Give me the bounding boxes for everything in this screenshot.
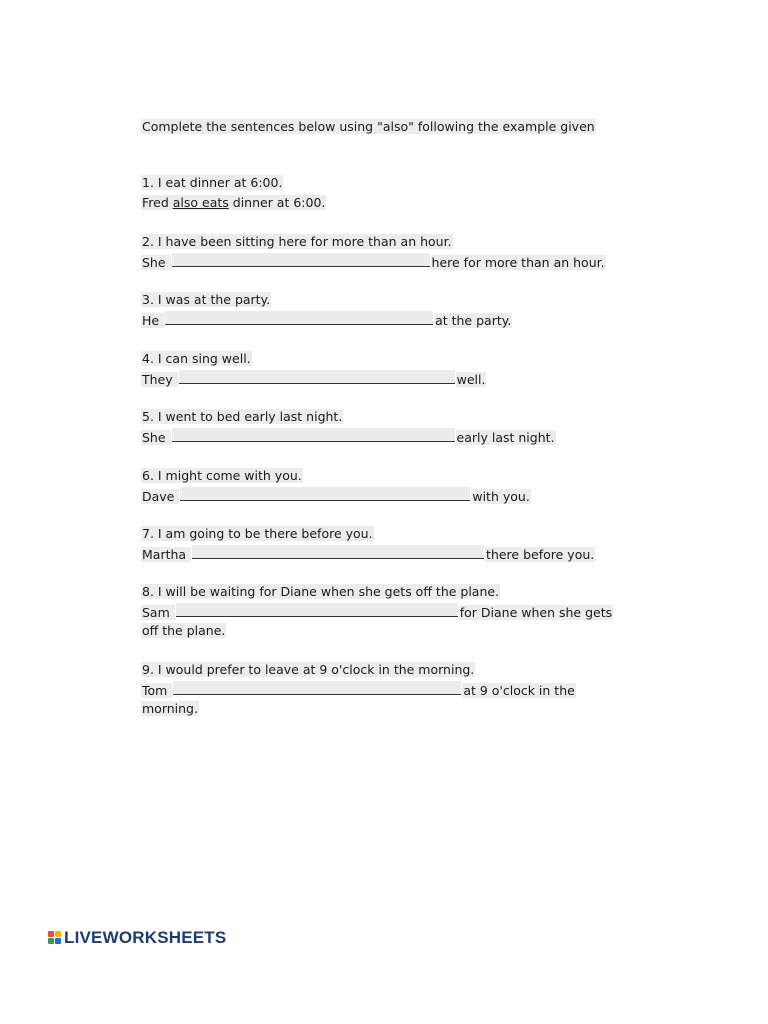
item-9-answer-continued: morning. [142,701,198,716]
answer-blank-3[interactable] [165,311,433,325]
item-2-prompt: 2. I have been sitting here for more than an hour. [142,234,452,249]
item-6-answer: Dave with you. [142,489,530,504]
item-8-prompt: 8. I will be waiting for Diane when she gets off the plane. [142,584,500,599]
answer-blank-2[interactable] [172,253,430,267]
item-2-answer: She here for more than an hour. [142,255,605,270]
item-5-answer: She early last night. [142,430,555,445]
example-answer-underlined: also eats [172,195,229,210]
answer-blank-5[interactable] [172,428,455,442]
liveworksheets-logo[interactable] [48,928,226,948]
item-7-prompt: 7. I am going to be there before you. [142,526,373,541]
example-prompt: 1. I eat dinner at 6:00. [142,175,283,190]
liveworksheets-logo-icon [48,931,62,945]
answer-blank-6[interactable] [180,487,470,501]
answer-blank-8[interactable] [176,603,458,617]
liveworksheets-logo-text: LIVEWORKSHEETS [64,928,227,947]
item-8-answer-continued: off the plane. [142,623,226,638]
item-7-answer: Martha there before you. [142,547,595,562]
answer-blank-7[interactable] [192,545,484,559]
item-8-answer: Sam for Diane when she gets [142,605,613,620]
item-9-prompt: 9. I would prefer to leave at 9 o'clock in the morning. [142,662,475,677]
item-5-prompt: 5. I went to bed early last night. [142,409,343,424]
instruction-text: Complete the sentences below using "also" following the example given [142,119,595,134]
item-4-answer: They well. [142,372,486,387]
answer-blank-9[interactable] [173,681,461,695]
item-3-prompt: 3. I was at the party. [142,292,271,307]
item-4-prompt: 4. I can sing well. [142,351,251,366]
item-9-answer: Tom at 9 o'clock in the [142,683,575,698]
item-6-prompt: 6. I might come with you. [142,468,302,483]
answer-blank-4[interactable] [179,370,455,384]
item-3-answer: He at the party. [142,313,512,328]
example-answer: Fred also eats dinner at 6:00. [142,195,326,210]
